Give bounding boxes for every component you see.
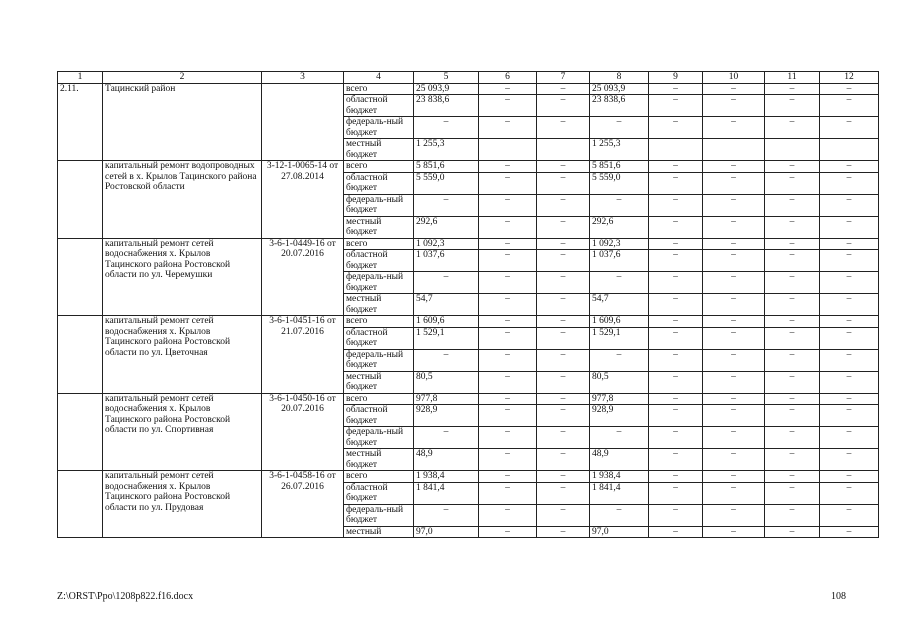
value-cell: 977,8 — [590, 393, 649, 405]
value-cell: 25 093,9 — [590, 83, 649, 95]
value-cell: – — [479, 327, 537, 349]
value-cell — [820, 139, 879, 161]
column-header: 1 — [58, 72, 103, 84]
value-cell: 1 037,6 — [414, 250, 479, 272]
value-cell: – — [537, 238, 590, 250]
budget-source-label: федераль-ный бюджет — [344, 504, 414, 526]
table-row — [58, 161, 879, 173]
value-cell: – — [820, 427, 879, 449]
value-cell: – — [479, 117, 537, 139]
value-cell: – — [820, 172, 879, 194]
value-cell: – — [537, 194, 590, 216]
column-header: 11 — [765, 72, 820, 84]
value-cell — [649, 139, 703, 161]
value-cell: – — [649, 294, 703, 316]
budget-source-label: местный бюджет — [344, 216, 414, 238]
value-cell: 48,9 — [590, 449, 649, 471]
value-cell: 5 851,6 — [414, 161, 479, 173]
value-cell: – — [820, 482, 879, 504]
value-cell: – — [765, 327, 820, 349]
value-cell: – — [590, 427, 649, 449]
value-cell: – — [414, 504, 479, 526]
value-cell: – — [479, 272, 537, 294]
value-cell: – — [765, 371, 820, 393]
column-header: 12 — [820, 72, 879, 84]
header-row — [58, 72, 879, 84]
value-cell: – — [479, 504, 537, 526]
value-cell: – — [649, 393, 703, 405]
value-cell: – — [765, 117, 820, 139]
value-cell: – — [649, 504, 703, 526]
value-cell: – — [765, 449, 820, 471]
value-cell: – — [537, 482, 590, 504]
value-cell: 5 851,6 — [590, 161, 649, 173]
column-header: 5 — [414, 72, 479, 84]
value-cell: – — [649, 405, 703, 427]
column-header: 6 — [479, 72, 537, 84]
value-cell: – — [820, 83, 879, 95]
value-cell: – — [479, 83, 537, 95]
value-cell: – — [479, 482, 537, 504]
value-cell: – — [765, 83, 820, 95]
value-cell: – — [820, 504, 879, 526]
value-cell: – — [537, 172, 590, 194]
value-cell: – — [479, 216, 537, 238]
column-header: 4 — [344, 72, 414, 84]
value-cell: – — [479, 238, 537, 250]
value-cell: 1 938,4 — [590, 471, 649, 483]
value-cell: – — [537, 316, 590, 328]
value-cell: – — [479, 526, 537, 538]
item-name: капитальный ремонт сетей водоснабжения х. Крылов Тацинского района Ростовской области по ул. Спортивная — [103, 393, 262, 471]
item-name: капитальный ремонт водопроводных сетей в х. Крылов Тацинского района Ростовской области — [103, 161, 262, 239]
value-cell: – — [479, 294, 537, 316]
value-cell: 1 609,6 — [590, 316, 649, 328]
value-cell — [479, 139, 537, 161]
value-cell: – — [479, 172, 537, 194]
value-cell: – — [649, 117, 703, 139]
value-cell: – — [649, 482, 703, 504]
value-cell: – — [590, 194, 649, 216]
item-name: капитальный ремонт сетей водоснабжения х. Крылов Тацинского района Ростовской области по ул. Цветочная — [103, 316, 262, 394]
value-cell: 5 559,0 — [590, 172, 649, 194]
value-cell: – — [479, 393, 537, 405]
value-cell: – — [649, 83, 703, 95]
budget-source-label: областной бюджет — [344, 172, 414, 194]
value-cell: 292,6 — [414, 216, 479, 238]
value-cell: – — [649, 316, 703, 328]
value-cell: 1 529,1 — [590, 327, 649, 349]
value-cell: – — [479, 371, 537, 393]
document-ref: 3-6-1-0458-16 от 26.07.2016 — [262, 471, 344, 538]
table-row — [58, 316, 879, 328]
value-cell: – — [765, 349, 820, 371]
value-cell: – — [703, 504, 765, 526]
value-cell: 928,9 — [590, 405, 649, 427]
item-name: капитальный ремонт сетей водоснабжения х. Крылов Тацинского района Ростовской области по ул. Черемушки — [103, 238, 262, 316]
value-cell: – — [703, 427, 765, 449]
budget-source-label: всего — [344, 238, 414, 250]
value-cell: 1 609,6 — [414, 316, 479, 328]
value-cell: – — [414, 427, 479, 449]
item-number — [58, 316, 103, 394]
document-ref — [262, 83, 344, 161]
item-number — [58, 393, 103, 471]
value-cell: – — [765, 405, 820, 427]
value-cell: – — [537, 526, 590, 538]
value-cell: – — [414, 272, 479, 294]
budget-source-label: всего — [344, 83, 414, 95]
value-cell: – — [820, 327, 879, 349]
value-cell: – — [703, 238, 765, 250]
value-cell: – — [820, 471, 879, 483]
table-row — [58, 471, 879, 483]
value-cell: 54,7 — [414, 294, 479, 316]
document-ref: 3-12-1-0065-14 от 27.08.2014 — [262, 161, 344, 239]
budget-source-label: федераль-ный бюджет — [344, 194, 414, 216]
value-cell: – — [590, 504, 649, 526]
column-header: 3 — [262, 72, 344, 84]
document-ref: 3-6-1-0450-16 от 20.07.2016 — [262, 393, 344, 471]
budget-source-label: федераль-ный бюджет — [344, 427, 414, 449]
budget-source-label: местный бюджет — [344, 294, 414, 316]
value-cell: – — [537, 250, 590, 272]
value-cell: – — [765, 316, 820, 328]
value-cell: – — [703, 95, 765, 117]
value-cell: – — [479, 161, 537, 173]
value-cell: 292,6 — [590, 216, 649, 238]
table-row — [58, 83, 879, 95]
budget-source-label: местный — [344, 526, 414, 538]
value-cell: – — [649, 526, 703, 538]
value-cell: – — [765, 250, 820, 272]
value-cell: – — [703, 349, 765, 371]
value-cell: – — [703, 250, 765, 272]
value-cell: – — [820, 194, 879, 216]
budget-source-label: областной бюджет — [344, 482, 414, 504]
value-cell — [537, 139, 590, 161]
value-cell: – — [820, 316, 879, 328]
value-cell: 977,8 — [414, 393, 479, 405]
value-cell: – — [703, 371, 765, 393]
item-number — [58, 238, 103, 316]
page-number: 108 — [831, 591, 846, 602]
value-cell: – — [414, 194, 479, 216]
value-cell: – — [820, 272, 879, 294]
value-cell — [703, 139, 765, 161]
value-cell: – — [479, 405, 537, 427]
value-cell: – — [703, 272, 765, 294]
value-cell: 48,9 — [414, 449, 479, 471]
value-cell: – — [479, 449, 537, 471]
budget-source-label: всего — [344, 471, 414, 483]
value-cell: – — [765, 294, 820, 316]
value-cell: – — [820, 238, 879, 250]
value-cell: – — [765, 482, 820, 504]
column-header: 7 — [537, 72, 590, 84]
value-cell: – — [703, 172, 765, 194]
value-cell: – — [820, 216, 879, 238]
value-cell: – — [537, 371, 590, 393]
value-cell: – — [537, 216, 590, 238]
value-cell: – — [820, 117, 879, 139]
value-cell: 928,9 — [414, 405, 479, 427]
value-cell: – — [820, 393, 879, 405]
value-cell: 25 093,9 — [414, 83, 479, 95]
value-cell: 5 559,0 — [414, 172, 479, 194]
value-cell: – — [649, 172, 703, 194]
value-cell: – — [537, 161, 590, 173]
value-cell: 23 838,6 — [414, 95, 479, 117]
value-cell: – — [649, 371, 703, 393]
value-cell: 1 255,3 — [414, 139, 479, 161]
value-cell: – — [765, 504, 820, 526]
value-cell: – — [765, 272, 820, 294]
value-cell: – — [649, 327, 703, 349]
value-cell: – — [479, 250, 537, 272]
value-cell: – — [590, 117, 649, 139]
value-cell: – — [537, 272, 590, 294]
column-header: 9 — [649, 72, 703, 84]
table-row — [58, 238, 879, 250]
value-cell: – — [479, 427, 537, 449]
value-cell: – — [649, 161, 703, 173]
value-cell: – — [703, 294, 765, 316]
value-cell: – — [703, 161, 765, 173]
value-cell: – — [820, 405, 879, 427]
budget-source-label: местный бюджет — [344, 371, 414, 393]
value-cell: – — [649, 427, 703, 449]
item-number: 2.11. — [58, 83, 103, 161]
value-cell: 1 841,4 — [414, 482, 479, 504]
value-cell: 97,0 — [414, 526, 479, 538]
value-cell: 1 938,4 — [414, 471, 479, 483]
value-cell: 1 092,3 — [590, 238, 649, 250]
value-cell: – — [703, 316, 765, 328]
value-cell: – — [537, 95, 590, 117]
value-cell: – — [765, 95, 820, 117]
value-cell: – — [820, 294, 879, 316]
value-cell: 80,5 — [414, 371, 479, 393]
value-cell: – — [649, 95, 703, 117]
value-cell: – — [537, 83, 590, 95]
value-cell: – — [703, 405, 765, 427]
value-cell: – — [649, 349, 703, 371]
value-cell: – — [820, 349, 879, 371]
table-body — [58, 72, 879, 538]
value-cell: – — [649, 216, 703, 238]
value-cell: – — [703, 393, 765, 405]
item-name: капитальный ремонт сетей водоснабжения х. Крылов Тацинского района Ростовской области по ул. Прудовая — [103, 471, 262, 538]
value-cell: – — [537, 449, 590, 471]
value-cell: – — [590, 349, 649, 371]
value-cell: – — [414, 117, 479, 139]
value-cell: – — [820, 161, 879, 173]
item-number — [58, 471, 103, 538]
budget-source-label: федераль-ный бюджет — [344, 272, 414, 294]
value-cell: 1 092,3 — [414, 238, 479, 250]
document-ref: 3-6-1-0449-16 от 20.07.2016 — [262, 238, 344, 316]
budget-source-label: всего — [344, 316, 414, 328]
value-cell: – — [414, 349, 479, 371]
value-cell: – — [537, 393, 590, 405]
value-cell: – — [820, 95, 879, 117]
budget-table — [57, 71, 879, 538]
value-cell: – — [703, 471, 765, 483]
value-cell: – — [703, 117, 765, 139]
value-cell: – — [649, 238, 703, 250]
value-cell: – — [765, 427, 820, 449]
budget-source-label: областной бюджет — [344, 327, 414, 349]
value-cell: – — [820, 371, 879, 393]
value-cell: – — [820, 250, 879, 272]
value-cell: – — [537, 117, 590, 139]
value-cell: – — [649, 471, 703, 483]
value-cell: 23 838,6 — [590, 95, 649, 117]
value-cell: – — [479, 194, 537, 216]
column-header: 8 — [590, 72, 649, 84]
value-cell: – — [765, 216, 820, 238]
value-cell: – — [820, 449, 879, 471]
value-cell: – — [649, 272, 703, 294]
value-cell: – — [479, 95, 537, 117]
value-cell: – — [703, 449, 765, 471]
column-header: 10 — [703, 72, 765, 84]
budget-source-label: всего — [344, 161, 414, 173]
value-cell: 1 037,6 — [590, 250, 649, 272]
value-cell: – — [765, 238, 820, 250]
budget-source-label: всего — [344, 393, 414, 405]
budget-source-label: федераль-ный бюджет — [344, 349, 414, 371]
value-cell: – — [537, 504, 590, 526]
value-cell: – — [703, 194, 765, 216]
budget-source-label: областной бюджет — [344, 250, 414, 272]
value-cell: – — [537, 405, 590, 427]
value-cell: – — [765, 471, 820, 483]
value-cell: 80,5 — [590, 371, 649, 393]
column-header: 2 — [103, 72, 262, 84]
item-name: Тацинский район — [103, 83, 262, 161]
value-cell: – — [765, 172, 820, 194]
value-cell: – — [703, 327, 765, 349]
value-cell: – — [537, 427, 590, 449]
value-cell: 97,0 — [590, 526, 649, 538]
value-cell: – — [537, 327, 590, 349]
value-cell — [765, 139, 820, 161]
file-path: Z:\ORST\Ppo\1208p822.f16.docx — [57, 591, 194, 602]
value-cell: – — [649, 250, 703, 272]
value-cell: 54,7 — [590, 294, 649, 316]
value-cell: – — [479, 349, 537, 371]
value-cell: 1 529,1 — [414, 327, 479, 349]
value-cell: – — [649, 449, 703, 471]
value-cell: – — [765, 526, 820, 538]
value-cell: – — [479, 471, 537, 483]
value-cell: – — [649, 194, 703, 216]
value-cell: – — [590, 272, 649, 294]
table-row — [58, 393, 879, 405]
budget-source-label: местный бюджет — [344, 449, 414, 471]
value-cell: – — [703, 83, 765, 95]
value-cell: – — [479, 316, 537, 328]
value-cell: – — [703, 482, 765, 504]
value-cell: – — [765, 161, 820, 173]
budget-source-label: областной бюджет — [344, 405, 414, 427]
value-cell: – — [820, 526, 879, 538]
value-cell: – — [537, 471, 590, 483]
value-cell: – — [537, 349, 590, 371]
value-cell: – — [703, 526, 765, 538]
value-cell: – — [537, 294, 590, 316]
value-cell: 1 255,3 — [590, 139, 649, 161]
value-cell: – — [703, 216, 765, 238]
value-cell: 1 841,4 — [590, 482, 649, 504]
document-ref: 3-6-1-0451-16 от 21.07.2016 — [262, 316, 344, 394]
value-cell: – — [765, 393, 820, 405]
value-cell: – — [765, 194, 820, 216]
budget-source-label: областной бюджет — [344, 95, 414, 117]
item-number — [58, 161, 103, 239]
budget-source-label: федераль-ный бюджет — [344, 117, 414, 139]
budget-source-label: местный бюджет — [344, 139, 414, 161]
